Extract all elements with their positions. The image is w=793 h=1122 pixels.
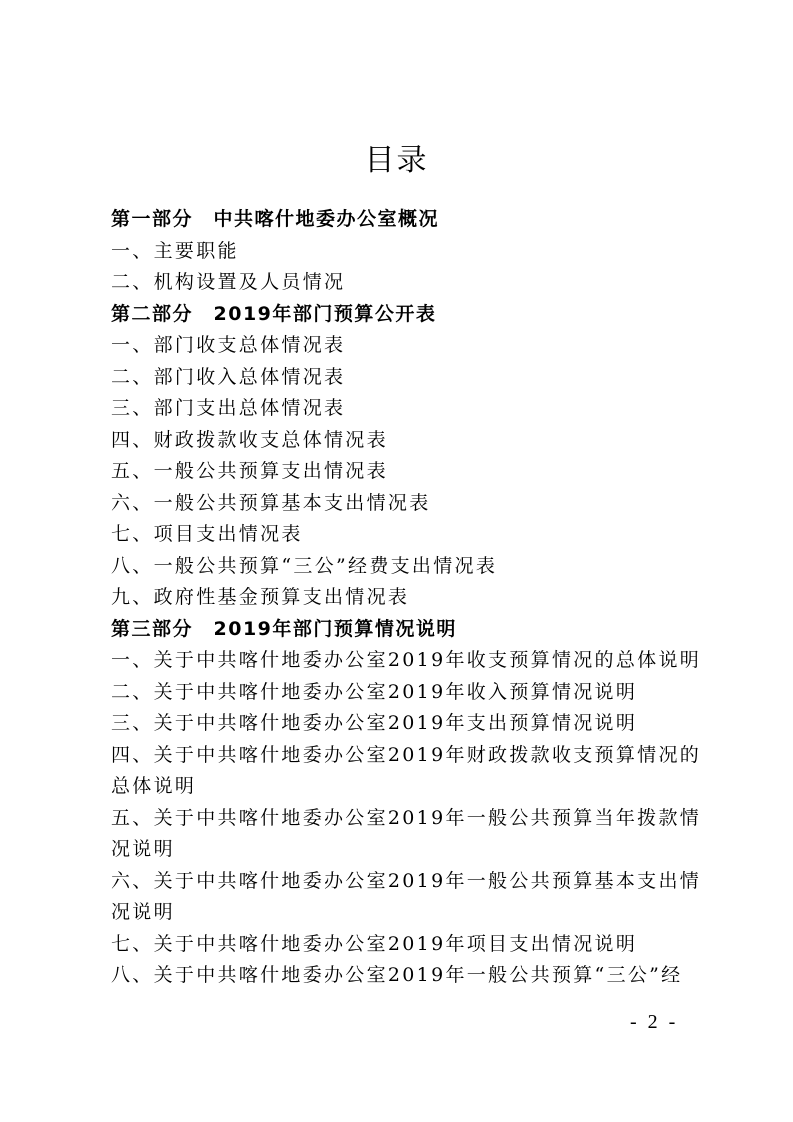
toc-item: 总体说明 [111,775,197,797]
toc-item: 一、关于中共喀什地委办公室2019年收支预算情况的总体说明 [111,649,702,671]
toc-item: 六、关于中共喀什地委办公室2019年一般公共预算基本支出情 [111,869,702,892]
toc-item: 八、一般公共预算“三公”经费支出情况表 [111,554,498,577]
toc-section-heading: 第三部分 2019年部门预算情况说明 [111,617,457,640]
toc-item: 六、一般公共预算基本支出情况表 [111,491,431,514]
toc-section-heading: 第二部分 2019年部门预算公开表 [111,302,437,325]
table-of-contents [111,204,711,992]
page-number: - 2 - [630,1011,679,1033]
toc-item: 一、主要职能 [111,239,239,262]
toc-item: 七、关于中共喀什地委办公室2019年项目支出情况说明 [111,932,638,955]
toc-item: 况说明 [111,901,175,923]
toc-section-heading: 第一部分 中共喀什地委办公室概况 [111,208,440,230]
toc-item: 七、项目支出情况表 [111,523,303,545]
toc-item: 三、部门支出总体情况表 [111,397,346,419]
toc-item: 九、政府性基金预算支出情况表 [111,586,410,608]
toc-item: 二、部门收入总体情况表 [111,365,346,388]
toc-item: 二、关于中共喀什地委办公室2019年收入预算情况说明 [111,680,638,703]
toc-item: 三、关于中共喀什地委办公室2019年支出预算情况说明 [111,712,638,734]
toc-item: 况说明 [111,838,175,860]
toc-item: 八、关于中共喀什地委办公室2019年一般公共预算“三公”经 [111,964,683,986]
toc-item: 一、部门收支总体情况表 [111,334,346,356]
page-title: 目录 [364,143,429,178]
toc-item: 五、关于中共喀什地委办公室2019年一般公共预算当年拨款情 [111,806,702,829]
toc-item: 四、财政拨款收支总体情况表 [111,428,388,451]
toc-item: 五、一般公共预算支出情况表 [111,460,388,482]
toc-item: 四、关于中共喀什地委办公室2019年财政拨款收支预算情况的 [111,743,702,766]
toc-item: 二、机构设置及人员情况 [111,271,346,293]
